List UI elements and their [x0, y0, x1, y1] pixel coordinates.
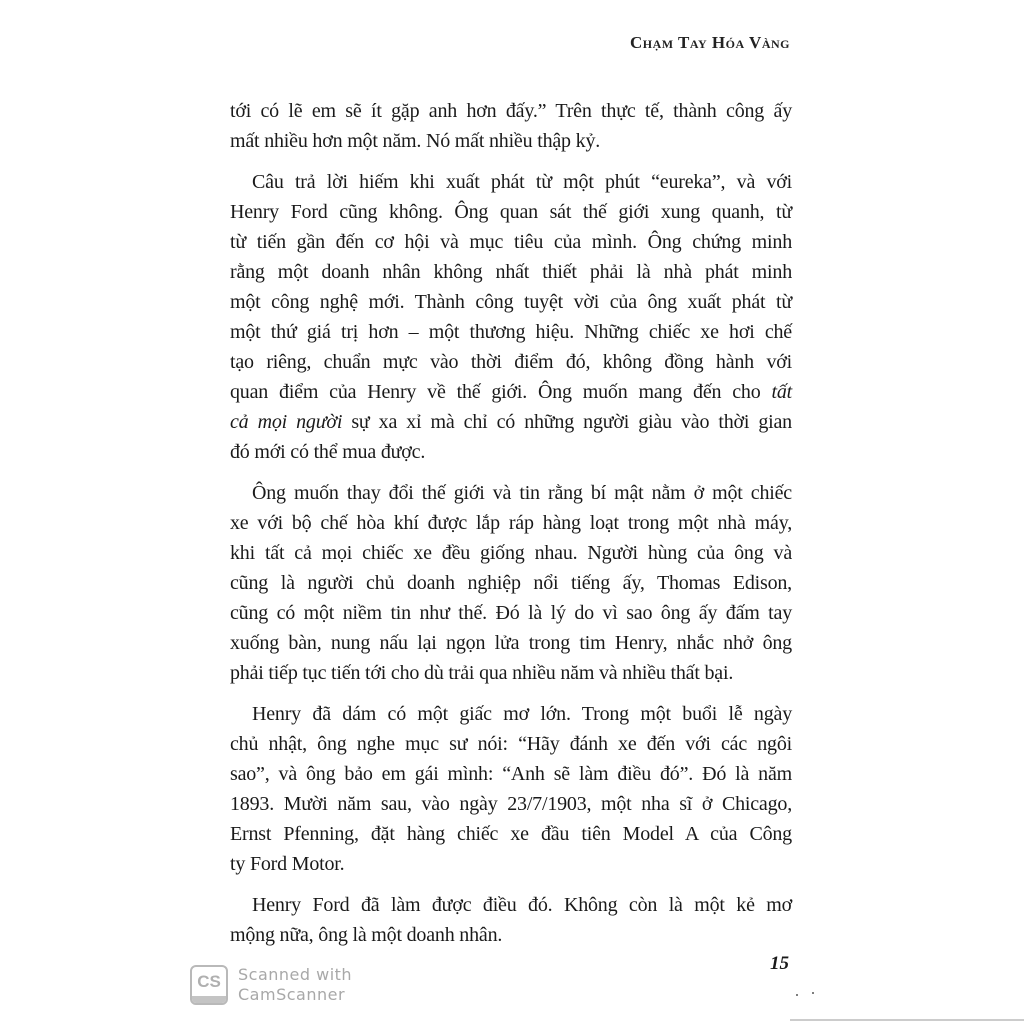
paragraph — [230, 96, 792, 156]
text-line — [230, 197, 792, 227]
text-segment: mộng nữa, ông là một doanh nhân. — [230, 924, 503, 946]
italic-text: cả mọi người — [230, 411, 343, 433]
text-line — [230, 598, 792, 628]
text-segment: Henry Ford đã làm được điều đó. Không còn là một kẻ mơ — [252, 894, 792, 916]
watermark-line-2: CamScanner — [238, 985, 346, 1004]
text-line — [230, 287, 792, 317]
text-segment: khi tất cả mọi chiếc xe đều giống nhau. Người hùng của ông và — [230, 542, 792, 564]
text-line — [230, 407, 792, 437]
text-line — [230, 819, 792, 849]
text-line — [230, 257, 792, 287]
paragraph — [230, 699, 792, 879]
text-segment: Ông muốn thay đổi thế giới và tin rằng bí mật nằm ở một chiếc — [252, 482, 792, 504]
text-segment: Henry đã dám có một giấc mơ lớn. Trong một buổi lễ ngày — [252, 703, 792, 725]
text-segment: một công nghệ mới. Thành công tuyệt vời của ông xuất phát từ — [230, 291, 792, 313]
camscanner-logo-icon: CS — [190, 965, 228, 1005]
text-line — [230, 628, 792, 658]
page-number: 15 — [770, 953, 789, 974]
text-segment: tạo riêng, chuẩn mực vào thời điểm đó, không đồng hành với — [230, 351, 792, 373]
text-segment: mất nhiều hơn một năm. Nó mất nhiều thập kỷ. — [230, 130, 601, 152]
text-segment: phải tiếp tục tiến tới cho dù trải qua nhiều năm và nhiều thất bại. — [230, 662, 734, 684]
text-segment: một thứ giá trị hơn – một thương hiệu. Những chiếc xe hơi chế — [230, 321, 792, 343]
text-line — [230, 377, 792, 407]
text-segment: tới có lẽ em sẽ ít gặp anh hơn đấy.” Trên thực tế, thành công ấy — [230, 100, 792, 122]
text-segment: rằng một doanh nhân không nhất thiết phải là nhà phát minh — [230, 261, 792, 283]
text-line — [230, 568, 792, 598]
text-line — [230, 317, 792, 347]
text-line — [230, 538, 792, 568]
text-line — [230, 227, 792, 257]
text-segment: Câu trả lời hiếm khi xuất phát từ một phút “eureka”, và với — [252, 171, 792, 193]
running-header: Chạm Tay Hóa Vàng — [630, 33, 790, 52]
text-line — [230, 890, 792, 920]
text-segment: chủ nhật, ông nghe mục sư nói: “Hãy đánh xe đến với các ngôi — [230, 733, 792, 755]
text-line — [230, 789, 792, 819]
scan-speck — [796, 994, 798, 996]
text-line — [230, 96, 792, 126]
text-segment: ty Ford Motor. — [230, 853, 345, 875]
text-segment: sao”, và ông bảo em gái mình: “Anh sẽ làm điều đó”. Đó là năm — [230, 763, 792, 785]
text-line — [230, 920, 792, 950]
text-line — [230, 849, 792, 879]
text-line — [230, 759, 792, 789]
paragraph — [230, 167, 792, 467]
text-line — [230, 658, 792, 688]
text-line — [230, 126, 792, 156]
paragraph — [230, 890, 792, 950]
text-segment: 1893. Mười năm sau, vào ngày 23/7/1903, một nha sĩ ở Chicago, — [230, 793, 792, 815]
text-line — [230, 437, 792, 467]
body-text — [230, 96, 792, 961]
text-segment: đó mới có thể mua được. — [230, 441, 426, 463]
text-segment: cũng có một niềm tin như thế. Đó là lý do vì sao ông ấy đấm tay — [230, 602, 792, 624]
text-line — [230, 478, 792, 508]
text-line — [230, 729, 792, 759]
text-segment: Henry Ford cũng không. Ông quan sát thế giới xung quanh, từ — [230, 201, 792, 223]
italic-text: tất — [771, 381, 792, 403]
camscanner-watermark — [190, 965, 352, 1005]
text-segment: sự xa xỉ mà chỉ có những người giàu vào thời gian — [342, 411, 792, 433]
text-segment: xe với bộ chế hòa khí được lắp ráp hàng loạt trong một nhà máy, — [230, 512, 792, 534]
paragraph — [230, 478, 792, 688]
text-segment: cũng là người chủ doanh nghiệp nổi tiếng ấy, Thomas Edison, — [230, 572, 792, 594]
text-segment: từ tiến gần đến cơ hội và mục tiêu của mình. Ông chứng minh — [230, 231, 792, 253]
text-segment: Ernst Pfenning, đặt hàng chiếc xe đầu tiên Model A của Công — [230, 823, 792, 845]
page-edge — [790, 1019, 1024, 1021]
text-line — [230, 699, 792, 729]
watermark-line-1: Scanned with — [238, 965, 353, 984]
text-line — [230, 347, 792, 377]
text-line — [230, 508, 792, 538]
text-segment: xuống bàn, nung nấu lại ngọn lửa trong tim Henry, nhắc nhở ông — [230, 632, 792, 654]
scan-speck — [812, 992, 814, 994]
text-segment: quan điểm của Henry về thế giới. Ông muốn mang đến cho — [230, 381, 772, 403]
text-line — [230, 167, 792, 197]
camscanner-text — [238, 965, 352, 1005]
